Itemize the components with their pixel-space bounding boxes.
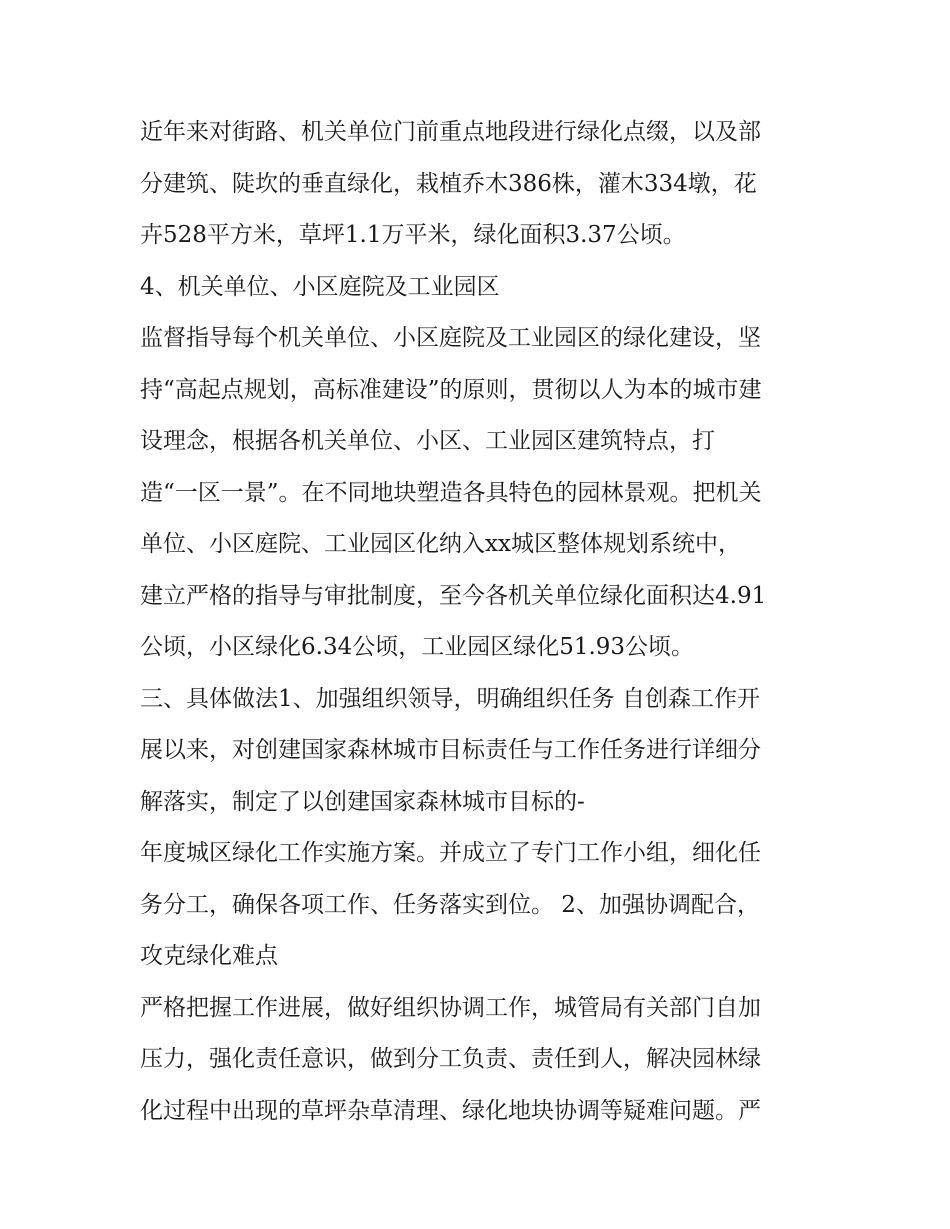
text-line: 解落实，制定了以创建国家森林城市目标的-: [140, 788, 585, 815]
text-line: 近年来对街路、机关单位门前重点地段进行绿化点缀，以及部: [140, 119, 761, 145]
text-line: 分建筑、陡坎的垂直绿化，栽植乔木386株，灌木334墩，花: [140, 170, 757, 197]
text-line: 公顷，小区绿化6.34公顷，工业园区绿化51.93公顷。: [140, 634, 695, 660]
text-line: 造“一区一景”。在不同地块塑造各具特色的园林景观。把机关: [140, 479, 762, 506]
section-heading: 4、机关单位、小区庭院及工业园区: [140, 273, 500, 300]
text-line: 卉528平方米，草坪1.1万平米，绿化面积3.37公顷。: [140, 222, 686, 248]
text-line: 年度城区绿化工作实施方案。并成立了专门工作小组，细化任: [140, 840, 761, 866]
text-line: 化过程中出现的草坪杂草清理、绿化地块协调等疑难问题。严: [140, 1097, 761, 1124]
text-line: 压力，强化责任意识，做到分工负责、责任到人，解决园林绿: [140, 1046, 761, 1072]
text-line: 单位、小区庭院、工业园区化纳入xx城区整体规划系统中，: [140, 531, 741, 557]
text-line: 严格把握工作进展，做好组织协调工作，城管局有关部门自加: [140, 994, 761, 1021]
text-line: 三、具体做法1、加强组织领导，明确组织任务 自创森工作开: [140, 685, 760, 712]
section-heading: 攻克绿化难点: [140, 943, 278, 969]
body-text: [140, 107, 830, 1137]
text-line: 持“高起点规划，高标准建设”的原则，贯彻以人为本的城市建: [140, 376, 762, 403]
text-line: 设理念，根据各机关单位、小区、工业园区建筑特点，打: [140, 428, 715, 454]
text-line: 建立严格的指导与审批制度，至今各机关单位绿化面积达4.91: [140, 582, 767, 609]
text-line: 监督指导每个机关单位、小区庭院及工业园区的绿化建设，坚: [140, 325, 761, 351]
text-line: 务分工，确保各项工作、任务落实到位。 2、加强协调配合，: [140, 891, 760, 918]
text-line: 展以来，对创建国家森林城市目标责任与工作任务进行详细分: [140, 737, 761, 763]
